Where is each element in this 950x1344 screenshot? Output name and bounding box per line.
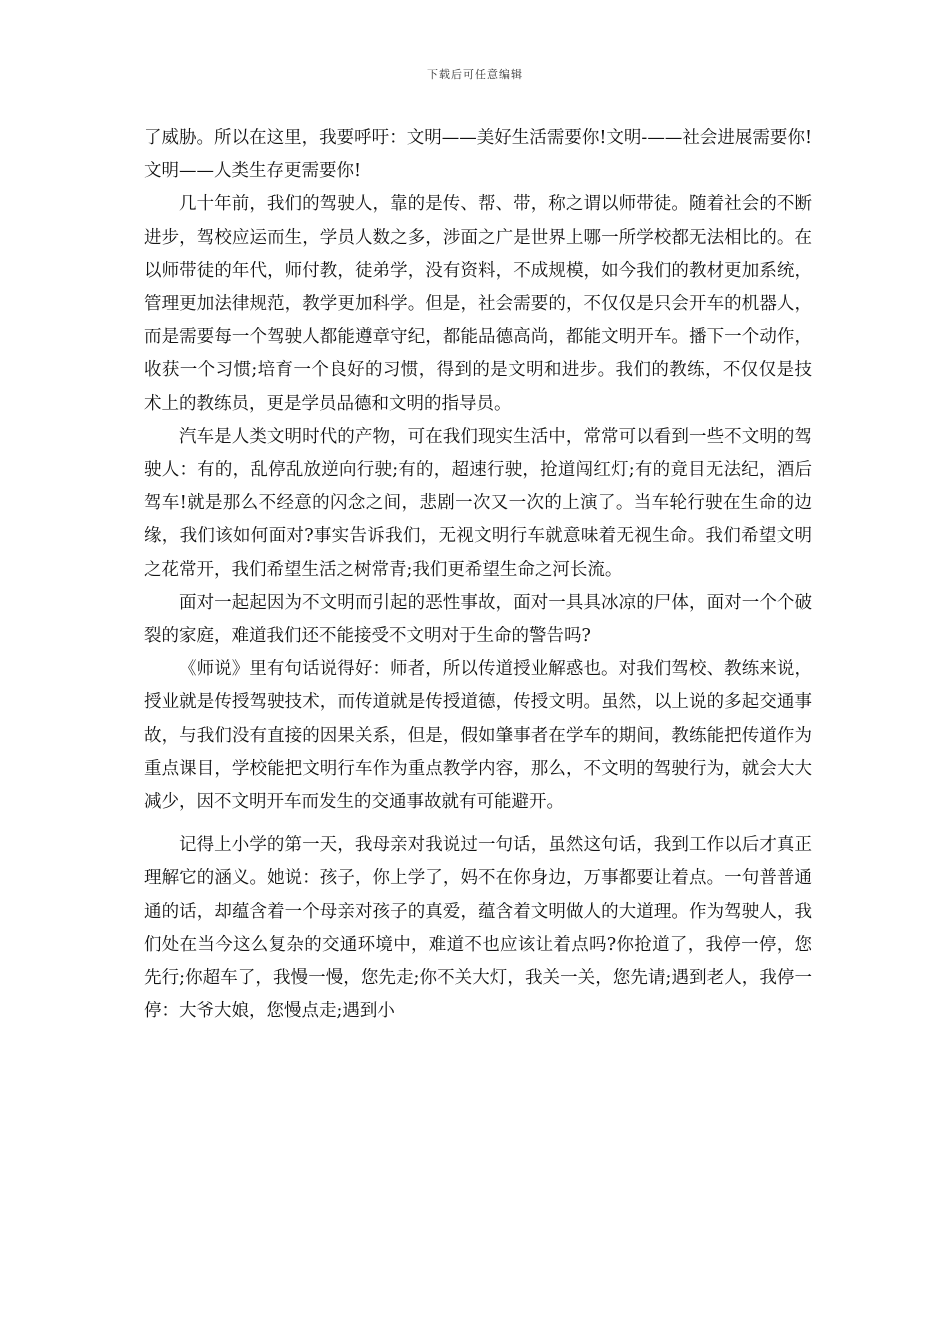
paragraph: 汽车是人类文明时代的产物，可在我们现实生活中，常常可以看到一些不文明的驾驶人：有的，乱停乱放逆向行驶;有的，超速行驶，抢道闯红灯;有的竟目无法纪，酒后驾车!就是那么不经意的闪念之间，悲剧一次又一次的上演了。当车轮行驶在生命的边缘，我们该如何面对?事实告诉我们，无视文明行车就意味着无视生命。我们希望文明之花常开，我们希望生活之树常青;我们更希望生命之河长流。 <box>144 426 812 580</box>
page-header: 下载后可任意编辑 <box>427 68 523 81</box>
paragraph: 记得上小学的第一天，我母亲对我说过一句话，虽然这句话，我到工作以后才真正理解它的涵义。她说：孩子，你上学了，妈不在你身边，万事都要让着点。一句普普通通的话，却蕴含着一个母亲对孩子的真爱，蕴含着文明做人的大道理。作为驾驶人，我们处在当今这么复杂的交通环境中，难道不也应该让着点吗?你抢道了，我停一停，您先行;你超车了，我慢一慢，您先走;你不关大灯，我关一关，您先请;遇到老人，我停一停：大爷大娘，您慢点走;遇到小 <box>144 835 812 1022</box>
paragraph: 了威胁。所以在这里，我要呼吁：文明——美好生活需要你!文明-——社会进展需要你!文明——人类生存更需要你! <box>144 128 812 182</box>
paragraph: 几十年前，我们的驾驶人，靠的是传、帮、带，称之谓以师带徒。随着社会的不断进步，驾校应运而生，学员人数之多，涉面之广是世界上哪一所学校都无法相比的。在以师带徒的年代，师付教，徒弟学，没有资料，不成规模，如今我们的教材更加系统，管理更加法律规范，教学更加科学。但是，社会需要的，不仅仅是只会开车的机器人，而是需要每一个驾驶人都能遵章守纪，都能品德高尚，都能文明开车。播下一个动作，收获一个习惯;培育一个良好的习惯，得到的是文明和进步。我们的教练，不仅仅是技术上的教练员，更是学员品德和文明的指导员。 <box>144 194 812 414</box>
paragraph: 《师说》里有句话说得好：师者，所以传道授业解惑也。对我们驾校、教练来说，授业就是传授驾驶技术，而传道就是传授道德，传授文明。虽然，以上说的多起交通事故，与我们没有直接的因果关系，但是，假如肇事者在学车的期间，教练能把传道作为重点课目，学校能把文明行车作为重点教学内容，那么，不文明的驾驶行为，就会大大减少，因不文明开车而发生的交通事故就有可能避开。 <box>144 659 812 813</box>
document-body <box>144 122 812 1028</box>
paragraph: 面对一起起因为不文明而引起的恶性事故，面对一具具冰凉的尸体，面对一个个破裂的家庭，难道我们还不能接受不文明对于生命的警告吗? <box>144 592 812 647</box>
